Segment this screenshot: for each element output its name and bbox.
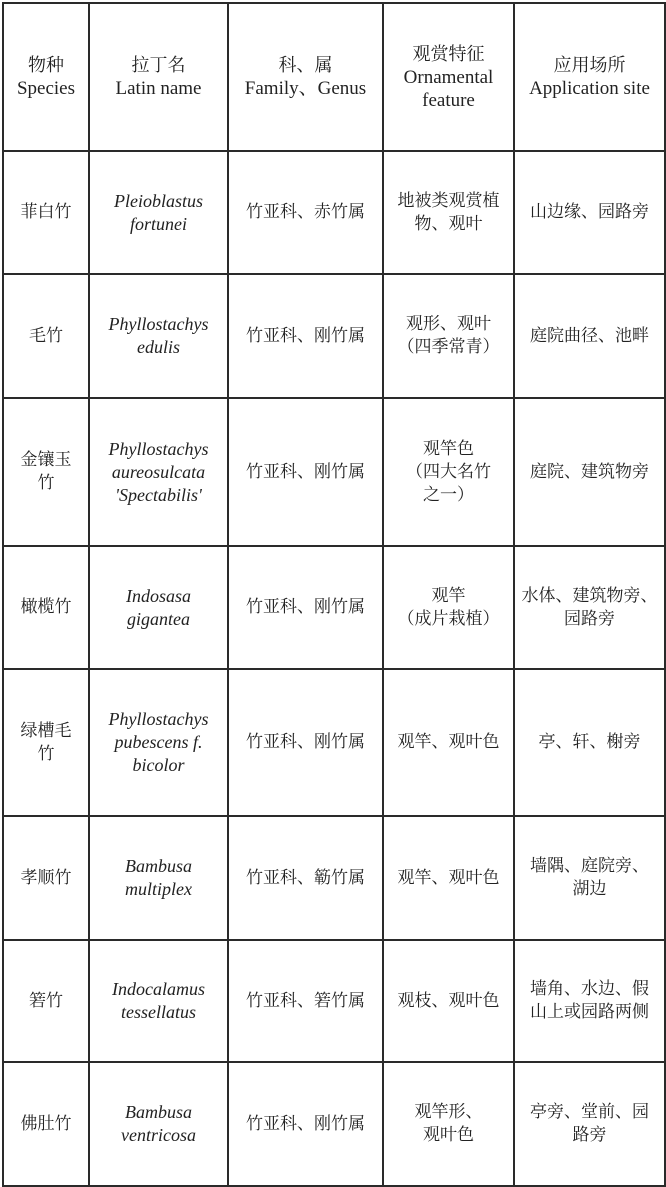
table-row	[3, 546, 665, 669]
latin-name-cell-text: gigantea	[127, 608, 190, 629]
application-site-cell-text: 亭旁、堂前、园	[530, 1102, 649, 1122]
latin-name-cell	[89, 669, 228, 816]
table-row	[3, 1062, 665, 1186]
application-site-cell-text: 墙角、水边、假	[530, 979, 649, 999]
application-site-cell-text: 墙隅、庭院旁、	[530, 856, 649, 876]
table-row	[3, 669, 665, 816]
species-cell	[3, 546, 89, 669]
ornamental-feature-cell-text: 观竿、观叶色	[397, 867, 500, 888]
ornamental-feature-cell-text: 观叶色	[423, 1125, 474, 1145]
species-cell-text: 竹	[37, 743, 55, 764]
species-cell-text: 箬竹	[29, 990, 63, 1011]
table-row	[3, 151, 665, 274]
family-genus-cell-text: 竹亚科、簕竹属	[246, 867, 365, 888]
family-genus-cell-text: 竹亚科、刚竹属	[246, 732, 365, 752]
family-genus-cell-text: 竹亚科、赤竹属	[246, 202, 365, 222]
ornamental-feature-cell-text: 观竿色	[423, 438, 474, 459]
latin-name-cell	[89, 546, 228, 669]
latin-name-cell	[89, 1062, 228, 1186]
header-feature: 观赏特征 Ornamental feature	[383, 3, 514, 151]
latin-name-cell-text: Indosasa	[125, 585, 191, 606]
application-site-cell-text: 湖边	[572, 879, 607, 899]
species-cell-text: 金镶玉	[20, 450, 72, 470]
ornamental-feature-cell	[383, 274, 514, 398]
ornamental-feature-cell-text: 物、观叶	[414, 213, 483, 234]
latin-name-cell	[89, 816, 228, 940]
table-row	[3, 940, 665, 1062]
application-site-cell-text: 山边缘、园路旁	[530, 202, 649, 222]
latin-name-cell-text: Bambusa	[125, 1102, 192, 1122]
latin-name-cell-text: Indocalamus	[112, 979, 205, 999]
latin-name-cell-text: pubescens f.	[114, 732, 203, 752]
latin-name-cell-text: tessellatus	[121, 1002, 196, 1022]
ornamental-feature-cell-text: 观形、观叶	[406, 314, 491, 334]
species-cell	[3, 398, 89, 546]
ornamental-feature-cell-text: 观竿形、	[414, 1102, 483, 1122]
species-cell	[3, 816, 89, 940]
family-genus-cell	[228, 669, 383, 816]
application-site-cell	[514, 1062, 665, 1186]
bamboo-table	[2, 2, 666, 1187]
ornamental-feature-cell-text: （四大名竹	[406, 461, 491, 482]
latin-name-cell-text: Phyllostachys	[108, 438, 209, 459]
species-cell	[3, 1062, 89, 1186]
species-cell-text: 竹	[37, 473, 55, 493]
family-genus-cell	[228, 398, 383, 546]
latin-name-cell-text: Pleioblastus	[114, 190, 203, 211]
latin-name-cell-text: aureosulcata	[111, 461, 206, 482]
ornamental-feature-cell-text: （成片栽植）	[397, 608, 500, 629]
ornamental-feature-cell	[383, 1062, 514, 1186]
species-cell-text: 橄榄竹	[20, 597, 72, 617]
application-site-cell-text: 山上或园路两侧	[530, 1002, 649, 1022]
latin-name-cell-text: multiplex	[125, 879, 192, 899]
table-row	[3, 274, 665, 398]
latin-name-cell-text: Phyllostachys	[108, 314, 209, 334]
latin-name-cell-text: ventricosa	[121, 1125, 196, 1145]
header-row	[3, 3, 665, 151]
application-site-cell-text: 水体、建筑物旁、	[521, 585, 658, 606]
header-site: 应用场所 Application site	[514, 3, 665, 151]
ornamental-feature-cell-text: （四季常青）	[397, 337, 500, 357]
ornamental-feature-cell-text: 观竿	[431, 585, 466, 606]
species-cell	[3, 669, 89, 816]
species-cell-text: 佛肚竹	[20, 1113, 72, 1134]
application-site-cell	[514, 940, 665, 1062]
latin-name-cell	[89, 940, 228, 1062]
application-site-cell	[514, 398, 665, 546]
application-site-cell-text: 庭院、建筑物旁	[530, 461, 649, 482]
application-site-cell	[514, 151, 665, 274]
species-cell	[3, 151, 89, 274]
species-cell-text: 毛竹	[29, 325, 63, 346]
application-site-cell-text: 庭院曲径、池畔	[530, 325, 649, 346]
ornamental-feature-cell	[383, 816, 514, 940]
species-cell-text: 绿槽毛	[20, 720, 72, 741]
header-species: 物种 Species	[3, 3, 89, 151]
latin-name-cell	[89, 151, 228, 274]
species-cell	[3, 940, 89, 1062]
header-family: 科、属 Family、Genus	[228, 3, 383, 151]
latin-name-cell-text: fortunei	[130, 213, 187, 234]
family-genus-cell-text: 竹亚科、刚竹属	[246, 1113, 365, 1134]
ornamental-feature-cell-text: 观枝、观叶色	[397, 990, 500, 1011]
latin-name-cell	[89, 274, 228, 398]
application-site-cell	[514, 274, 665, 398]
ornamental-feature-cell	[383, 398, 514, 546]
latin-name-cell-text: Bambusa	[125, 856, 192, 876]
application-site-cell-text: 路旁	[572, 1125, 607, 1145]
family-genus-cell-text: 竹亚科、箬竹属	[246, 990, 365, 1011]
family-genus-cell-text: 竹亚科、刚竹属	[246, 461, 365, 482]
ornamental-feature-cell	[383, 669, 514, 816]
latin-name-cell-text: edulis	[137, 337, 180, 357]
family-genus-cell	[228, 546, 383, 669]
latin-name-cell-text: bicolor	[132, 755, 185, 775]
application-site-cell-text: 亭、轩、榭旁	[538, 732, 641, 752]
family-genus-cell	[228, 816, 383, 940]
latin-name-cell-text: Phyllostachys	[108, 709, 209, 729]
species-cell-text: 孝顺竹	[20, 867, 72, 888]
application-site-cell	[514, 669, 665, 816]
ornamental-feature-cell-text: 地被类观赏植	[397, 190, 500, 211]
ornamental-feature-cell-text: 观竿、观叶色	[397, 732, 500, 752]
header-latin: 拉丁名 Latin name	[89, 3, 228, 151]
latin-name-cell	[89, 398, 228, 546]
species-cell	[3, 274, 89, 398]
ornamental-feature-cell	[383, 940, 514, 1062]
application-site-cell	[514, 546, 665, 669]
ornamental-feature-cell-text: 之一）	[423, 484, 474, 505]
family-genus-cell	[228, 151, 383, 274]
family-genus-cell-text: 竹亚科、刚竹属	[246, 597, 365, 617]
ornamental-feature-cell	[383, 546, 514, 669]
family-genus-cell	[228, 1062, 383, 1186]
ornamental-feature-cell	[383, 151, 514, 274]
family-genus-cell-text: 竹亚科、刚竹属	[246, 325, 365, 346]
latin-name-cell-text: 'Spectabilis'	[115, 484, 202, 505]
species-cell-text: 菲白竹	[20, 202, 72, 222]
family-genus-cell	[228, 274, 383, 398]
application-site-cell	[514, 816, 665, 940]
application-site-cell-text: 园路旁	[564, 608, 615, 629]
table-row	[3, 398, 665, 546]
table-row	[3, 816, 665, 940]
family-genus-cell	[228, 940, 383, 1062]
